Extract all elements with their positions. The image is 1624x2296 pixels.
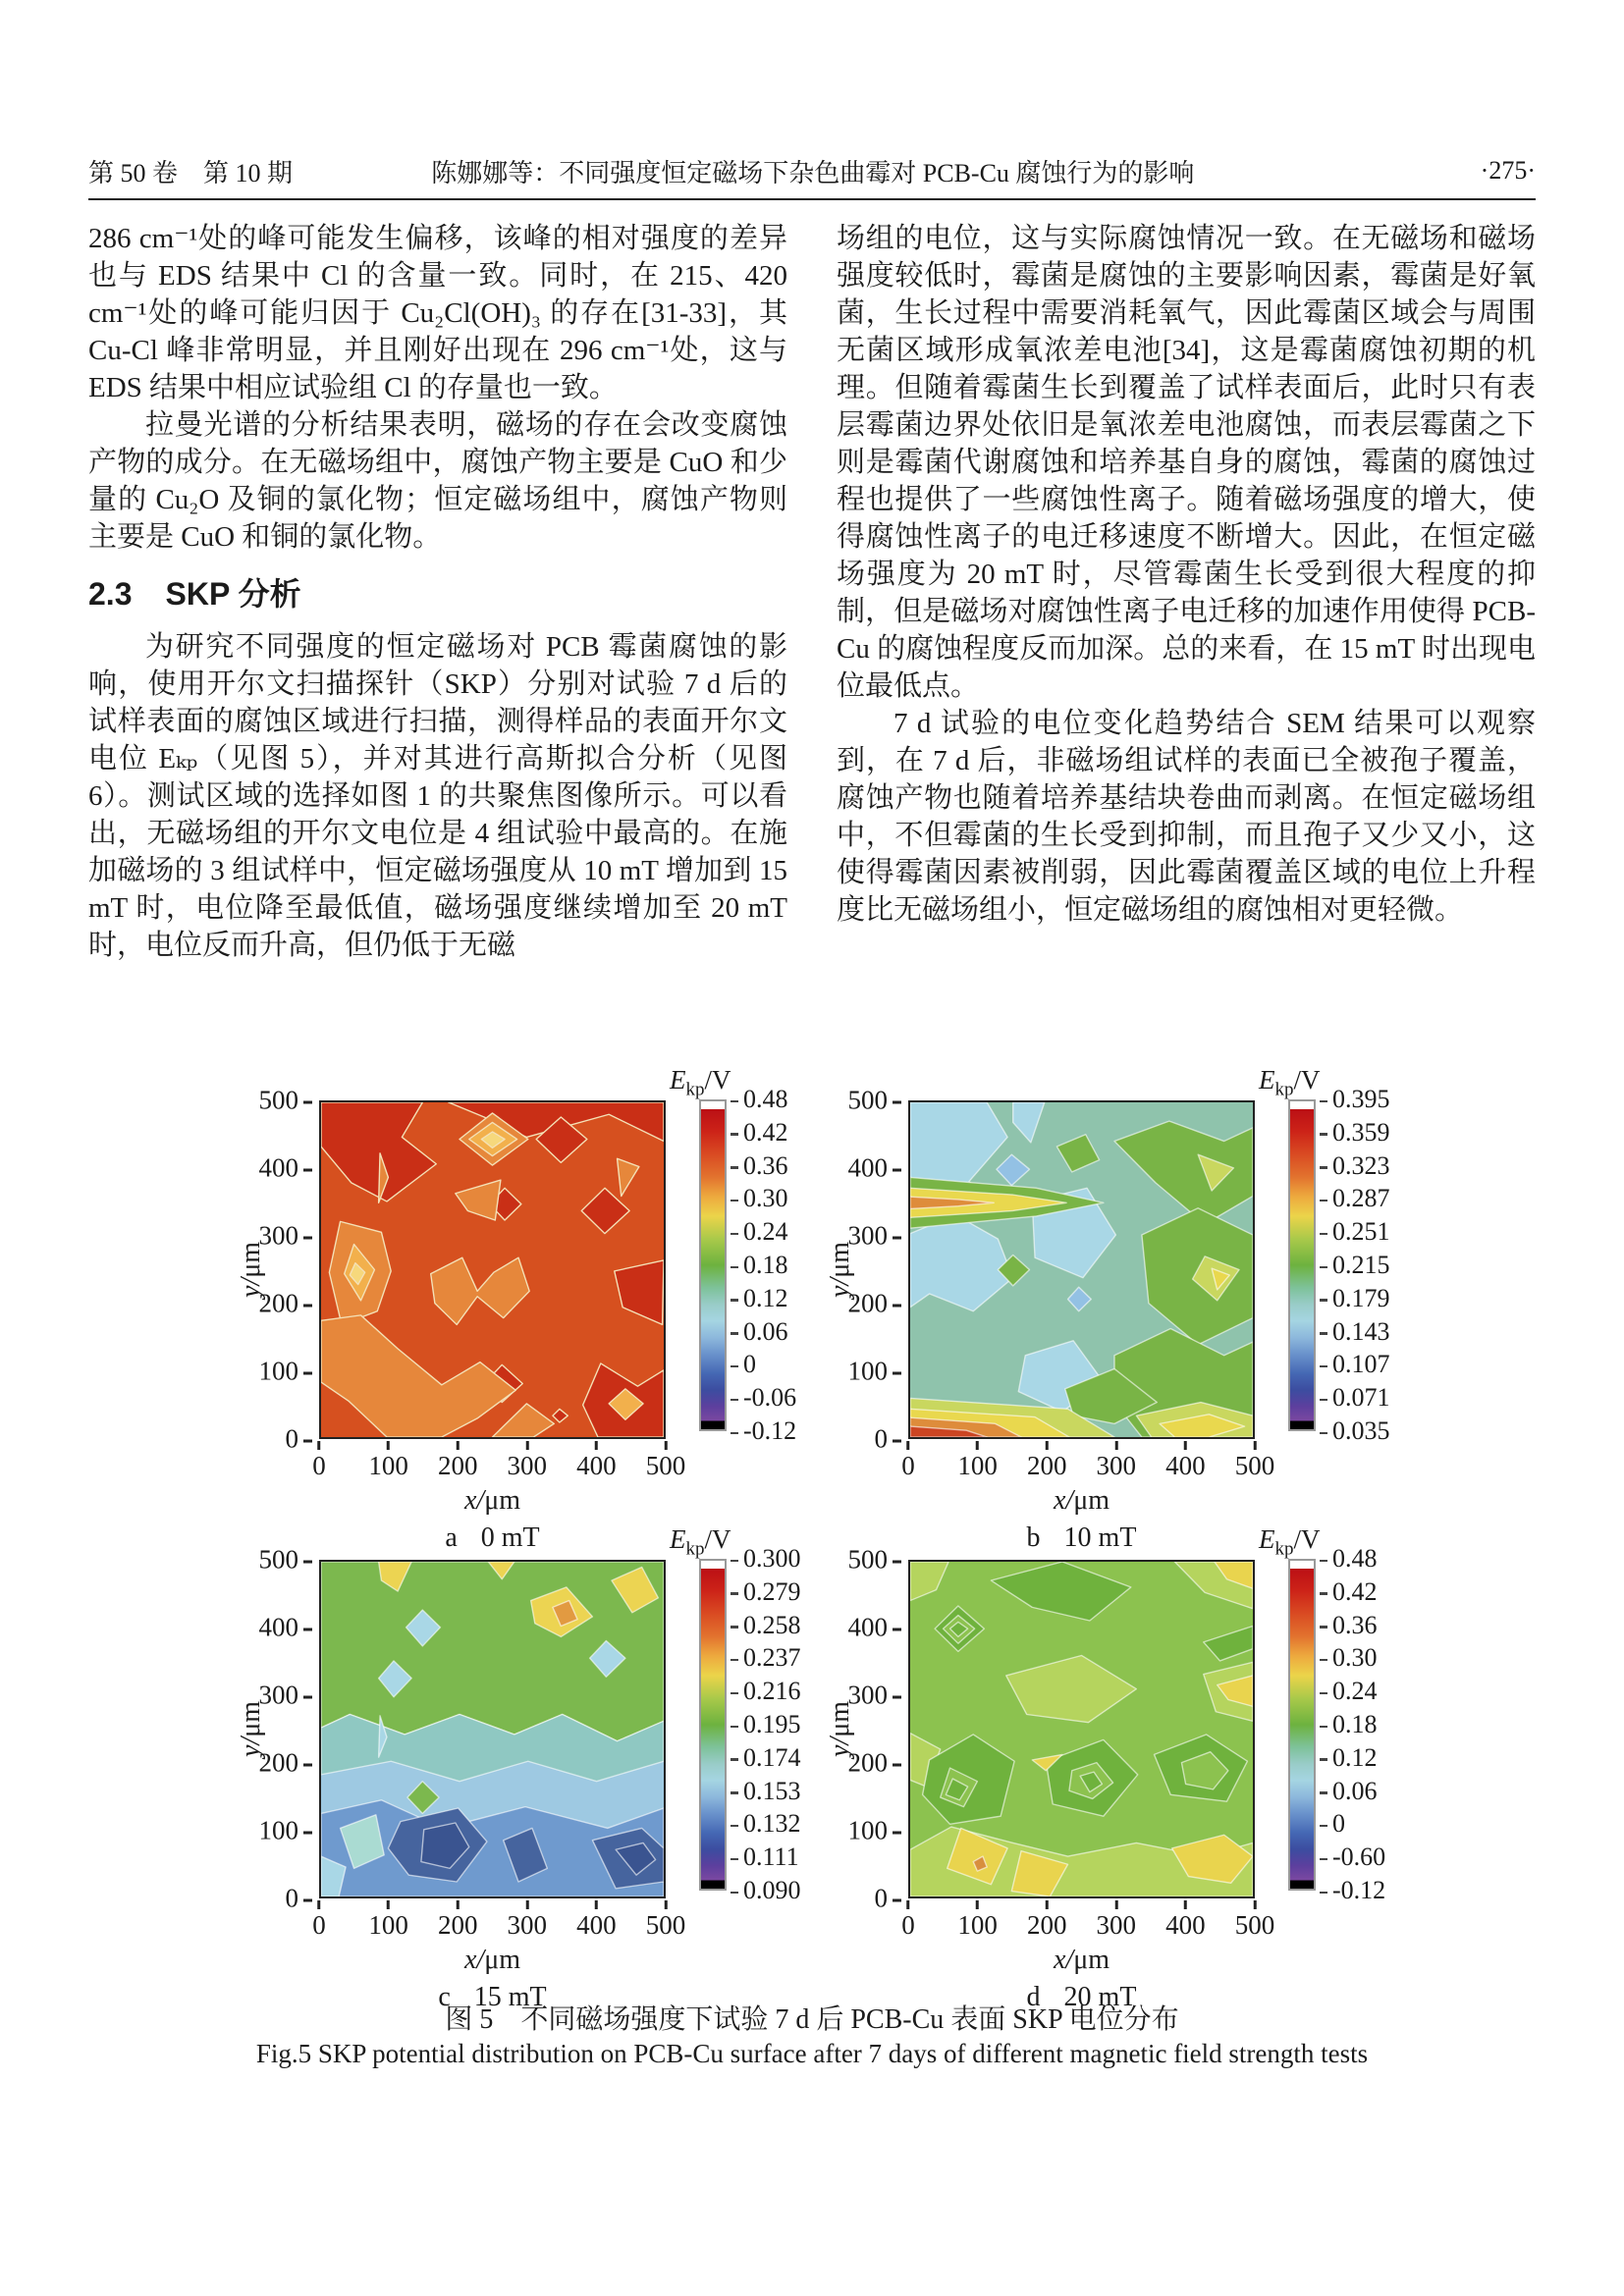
colorbar-tick-label: 0.12 xyxy=(731,1284,788,1313)
y-tick-label: 500 xyxy=(848,1545,902,1575)
figure-caption-en: Fig.5 SKP potential distribution on PCB-Cu surface after 7 days of different magnetic field strength tests xyxy=(255,2039,1369,2068)
y-axis-ticks xyxy=(815,1085,901,1454)
x-tick-label: 0 xyxy=(312,1900,326,1941)
x-axis-ticks xyxy=(312,1441,686,1480)
colorbar-tick-label: 0.251 xyxy=(1320,1217,1390,1247)
y-tick-label: 100 xyxy=(259,1357,313,1387)
colorbar-tick-label: 0.287 xyxy=(1320,1184,1390,1213)
y-tick-label: 0 xyxy=(286,1424,313,1455)
y-tick-label: 500 xyxy=(848,1086,902,1116)
x-axis-ticks xyxy=(901,1441,1275,1480)
y-tick-label: 100 xyxy=(848,1357,902,1387)
x-tick-label: 500 xyxy=(646,1900,686,1941)
x-tick-label: 0 xyxy=(901,1441,915,1481)
skp-map-20mT xyxy=(815,1524,1404,2015)
x-tick-label: 400 xyxy=(1165,1441,1206,1481)
colorbar-title: $E_{kp}/V$ xyxy=(670,1065,731,1100)
x-tick-label: 200 xyxy=(1027,1900,1067,1941)
colorbar-tick-label: 0.132 xyxy=(731,1809,801,1839)
y-axis-label: y/μm xyxy=(236,1700,266,1757)
paragraph: 为研究不同强度的恒定磁场对 PCB 霉菌腐蚀的影响，使用开尔文扫描探针（SKP）分别对试验 7 d 后的试样表面的腐蚀区域进行扫描，测得样品的表面开尔文电位 Eₖₚ（见图 5），并对其进行高斯拟合分析（见图 6）。测试区域的选择如图 1 的共聚焦图像所示。可以看出，无磁场组的开尔文电位是 4 组试验中最高的。在施加磁场的 3 组试样中，恒定磁场强度从 10 mT 增加到 15 mT 时，电位降至最低值，磁场强度继续增加至 20 mT 时，电位反而升高，但仍低于无磁 xyxy=(88,631,787,961)
x-axis-label: x/μm xyxy=(1053,1945,1110,1975)
contour-plot xyxy=(319,1560,666,1898)
x-tick-label: 0 xyxy=(901,1900,915,1941)
paragraph: 286 cm⁻¹处的峰可能发生偏移，该峰的相对强度的差异也与 EDS 结果中 Cl 的含量一致。同时，在 215、420 cm⁻¹处的峰可能归因于 Cu₂Cl(OH)₃ 的存在[31-33]，其 Cu-Cl 峰非常明显，并且刚好出现在 296 cm⁻¹处，这与 EDS 结果中相应试验组 Cl 的存量也一致。 xyxy=(88,223,787,403)
colorbar-title: $E_{kp}/V$ xyxy=(1259,1524,1321,1560)
y-tick-label: 400 xyxy=(848,1153,902,1184)
colorbar xyxy=(1288,1559,1316,1891)
x-tick-label: 500 xyxy=(1235,1900,1275,1941)
colorbar-tick-label: -0.60 xyxy=(1320,1842,1385,1872)
x-tick-label: 500 xyxy=(646,1441,686,1481)
x-tick-label: 100 xyxy=(957,1900,998,1941)
y-tick-label: 100 xyxy=(259,1816,313,1846)
colorbar-ticks xyxy=(1320,1085,1408,1445)
y-tick-label: 300 xyxy=(848,1221,902,1252)
colorbar-tick-label: -0.12 xyxy=(731,1416,796,1446)
contour-plot xyxy=(908,1100,1255,1439)
x-tick-label: 200 xyxy=(438,1441,478,1481)
subplot-caption: a 0 mT xyxy=(445,1522,540,1553)
y-tick-label: 300 xyxy=(259,1681,313,1711)
colorbar xyxy=(699,1559,727,1891)
colorbar-tick-label: 0.216 xyxy=(731,1677,801,1706)
section-title: SKP 分析 xyxy=(165,576,301,612)
skp-map-10mT xyxy=(815,1065,1404,1556)
y-tick-label: 0 xyxy=(286,1884,313,1914)
colorbar-tick-label: 0.42 xyxy=(1320,1577,1378,1607)
x-tick-label: 200 xyxy=(438,1900,478,1941)
colorbar-title: $E_{kp}/V$ xyxy=(670,1524,731,1560)
x-tick-label: 100 xyxy=(368,1441,408,1481)
colorbar-tick-label: 0.24 xyxy=(731,1217,788,1247)
y-tick-label: 500 xyxy=(259,1545,313,1575)
x-tick-label: 100 xyxy=(957,1441,998,1481)
y-tick-label: 300 xyxy=(259,1221,313,1252)
colorbar-tick-label: 0.195 xyxy=(731,1710,801,1739)
colorbar-tick-label: 0.111 xyxy=(731,1842,799,1872)
y-tick-label: 0 xyxy=(875,1884,902,1914)
colorbar-tick-label: 0.258 xyxy=(731,1611,801,1640)
colorbar-tick-label: 0.395 xyxy=(1320,1085,1390,1114)
header-running-title: 陈娜娜等：不同强度恒定磁场下杂色曲霉对 PCB-Cu 腐蚀行为的影响 xyxy=(431,158,1195,187)
header-volume-issue: 第 50 卷 第 10 期 xyxy=(88,158,294,187)
colorbar-ticks xyxy=(731,1085,819,1445)
subplot-caption: b 10 mT xyxy=(1026,1522,1137,1553)
colorbar-tick-label: 0.090 xyxy=(731,1876,801,1905)
x-tick-label: 300 xyxy=(1097,1900,1137,1941)
colorbar-tick-label: 0.48 xyxy=(1320,1544,1378,1574)
x-tick-label: 400 xyxy=(1165,1900,1206,1941)
colorbar-tick-label: 0.36 xyxy=(1320,1611,1378,1640)
colorbar-tick-label: 0 xyxy=(1320,1809,1345,1839)
colorbar-tick-label: -0.06 xyxy=(731,1383,796,1413)
colorbar-tick-label: 0.237 xyxy=(731,1643,801,1673)
colorbar-tick-label: 0.107 xyxy=(1320,1350,1390,1379)
x-tick-label: 300 xyxy=(508,1441,548,1481)
x-tick-label: 100 xyxy=(368,1900,408,1941)
contour-plot xyxy=(319,1100,666,1439)
left-column xyxy=(88,220,787,964)
colorbar-tick-label: 0.300 xyxy=(731,1544,801,1574)
colorbar-tick-label: 0.30 xyxy=(1320,1643,1378,1673)
section-heading xyxy=(88,575,787,613)
colorbar-tick-label: 0.48 xyxy=(731,1085,788,1114)
paragraph: 7 d 试验的电位变化趋势结合 SEM 结果可以观察到，在 7 d 后，非磁场组试样的表面已全被孢子覆盖，腐蚀产物也随着培养基结块卷曲而剥离。在恒定磁场组中，不但霉菌的生长受到抑制，而且孢子又少又小，这使得霉菌因素被削弱，因此霉菌覆盖区域的电位上升程度比无磁场组小，恒定磁场组的腐蚀相对更轻微。 xyxy=(837,708,1536,926)
colorbar-tick-label: 0.06 xyxy=(1320,1777,1378,1806)
skp-map-15mT xyxy=(226,1524,815,2015)
y-axis-ticks xyxy=(815,1544,901,1913)
colorbar-tick-label: 0.36 xyxy=(731,1151,788,1181)
colorbar-tick-label: 0.215 xyxy=(1320,1251,1390,1280)
x-tick-label: 0 xyxy=(312,1441,326,1481)
paragraph: 拉曼光谱的分析结果表明，磁场的存在会改变腐蚀产物的成分。在无磁场组中，腐蚀产物主要是 CuO 和少量的 Cu₂O 及铜的氯化物；恒定磁场组中，腐蚀产物则主要是 CuO 和铜的氯化物。 xyxy=(88,409,787,553)
y-tick-label: 200 xyxy=(848,1289,902,1319)
colorbar-tick-label: 0.24 xyxy=(1320,1677,1378,1706)
figure-5 xyxy=(88,1065,1536,2233)
subplot-caption: d 20 mT xyxy=(1026,1982,1137,2012)
colorbar-tick-label: 0.153 xyxy=(731,1777,801,1806)
x-tick-label: 500 xyxy=(1235,1441,1275,1481)
header-page-number: ·275· xyxy=(1480,156,1536,185)
section-number: 2.3 xyxy=(88,576,133,612)
right-column xyxy=(837,220,1536,929)
y-tick-label: 400 xyxy=(259,1153,313,1184)
colorbar-tick-label: 0.18 xyxy=(731,1251,788,1280)
colorbar-tick-label: 0.359 xyxy=(1320,1118,1390,1148)
colorbar-tick-label: 0.174 xyxy=(731,1743,801,1773)
y-tick-label: 400 xyxy=(259,1613,313,1643)
x-tick-label: 200 xyxy=(1027,1441,1067,1481)
colorbar-tick-label: 0.06 xyxy=(731,1317,788,1347)
y-axis-label: y/μm xyxy=(236,1241,266,1298)
colorbar-tick-label: 0.12 xyxy=(1320,1743,1378,1773)
figure-caption-zh: 图 5 不同磁场强度下试验 7 d 后 PCB-Cu 表面 SKP 电位分布 xyxy=(445,2004,1179,2035)
x-tick-label: 400 xyxy=(576,1900,617,1941)
y-axis-ticks xyxy=(226,1544,312,1913)
colorbar-tick-label: 0.323 xyxy=(1320,1151,1390,1181)
subplot-caption: c 15 mT xyxy=(438,1982,547,2012)
y-tick-label: 400 xyxy=(848,1613,902,1643)
y-tick-label: 500 xyxy=(259,1086,313,1116)
x-tick-label: 300 xyxy=(508,1900,548,1941)
colorbar-tick-label: -0.12 xyxy=(1320,1876,1385,1905)
y-axis-ticks xyxy=(226,1085,312,1454)
colorbar-tick-label: 0.18 xyxy=(1320,1710,1378,1739)
y-tick-label: 300 xyxy=(848,1681,902,1711)
y-tick-label: 0 xyxy=(875,1424,902,1455)
colorbar-tick-label: 0.035 xyxy=(1320,1416,1390,1446)
colorbar-tick-label: 0.279 xyxy=(731,1577,801,1607)
colorbar-tick-label: 0 xyxy=(731,1350,756,1379)
contour-plot xyxy=(908,1560,1255,1898)
colorbar-title: $E_{kp}/V$ xyxy=(1259,1065,1321,1100)
y-axis-label: y/μm xyxy=(825,1241,855,1298)
x-tick-label: 400 xyxy=(576,1441,617,1481)
x-axis-label: x/μm xyxy=(463,1945,520,1975)
y-tick-label: 200 xyxy=(848,1748,902,1779)
colorbar-ticks xyxy=(1320,1544,1408,1904)
page-header xyxy=(88,143,1536,200)
x-axis-label: x/μm xyxy=(1053,1485,1110,1516)
x-axis-label: x/μm xyxy=(463,1485,520,1516)
paragraph: 场组的电位，这与实际腐蚀情况一致。在无磁场和磁场强度较低时，霉菌是腐蚀的主要影响因素，霉菌是好氧菌，生长过程中需要消耗氧气，因此霉菌区域会与周围无菌区域形成氧浓差电池[34]，这是霉菌腐蚀初期的机理。但随着霉菌生长到覆盖了试样表面后，此时只有表层霉菌边界处依旧是氧浓差电池腐蚀，而表层霉菌之下则是霉菌代谢腐蚀和培养基自身的腐蚀，霉菌的腐蚀过程也提供了一些腐蚀性离子。随着磁场强度的增大，使得腐蚀性离子的电迁移速度不断增大。因此，在恒定磁场强度为 20 mT 时，尽管霉菌生长受到很大程度的抑制，但是磁场对腐蚀性离子电迁移的加速作用使得 PCB-Cu 的腐蚀程度反而加深。总的来看，在 15 mT 时出现电位最低点。 xyxy=(837,223,1536,702)
colorbar-tick-label: 0.30 xyxy=(731,1184,788,1213)
y-tick-label: 200 xyxy=(259,1289,313,1319)
colorbar-tick-label: 0.071 xyxy=(1320,1383,1390,1413)
colorbar xyxy=(1288,1099,1316,1431)
colorbar-ticks xyxy=(731,1544,819,1904)
y-tick-label: 100 xyxy=(848,1816,902,1846)
skp-map-0mT xyxy=(226,1065,815,1556)
x-tick-label: 300 xyxy=(1097,1441,1137,1481)
colorbar-tick-label: 0.143 xyxy=(1320,1317,1390,1347)
y-axis-label: y/μm xyxy=(825,1700,855,1757)
colorbar-tick-label: 0.42 xyxy=(731,1118,788,1148)
x-axis-ticks xyxy=(901,1900,1275,1940)
x-axis-ticks xyxy=(312,1900,686,1940)
y-tick-label: 200 xyxy=(259,1748,313,1779)
colorbar xyxy=(699,1099,727,1431)
colorbar-tick-label: 0.179 xyxy=(1320,1284,1390,1313)
